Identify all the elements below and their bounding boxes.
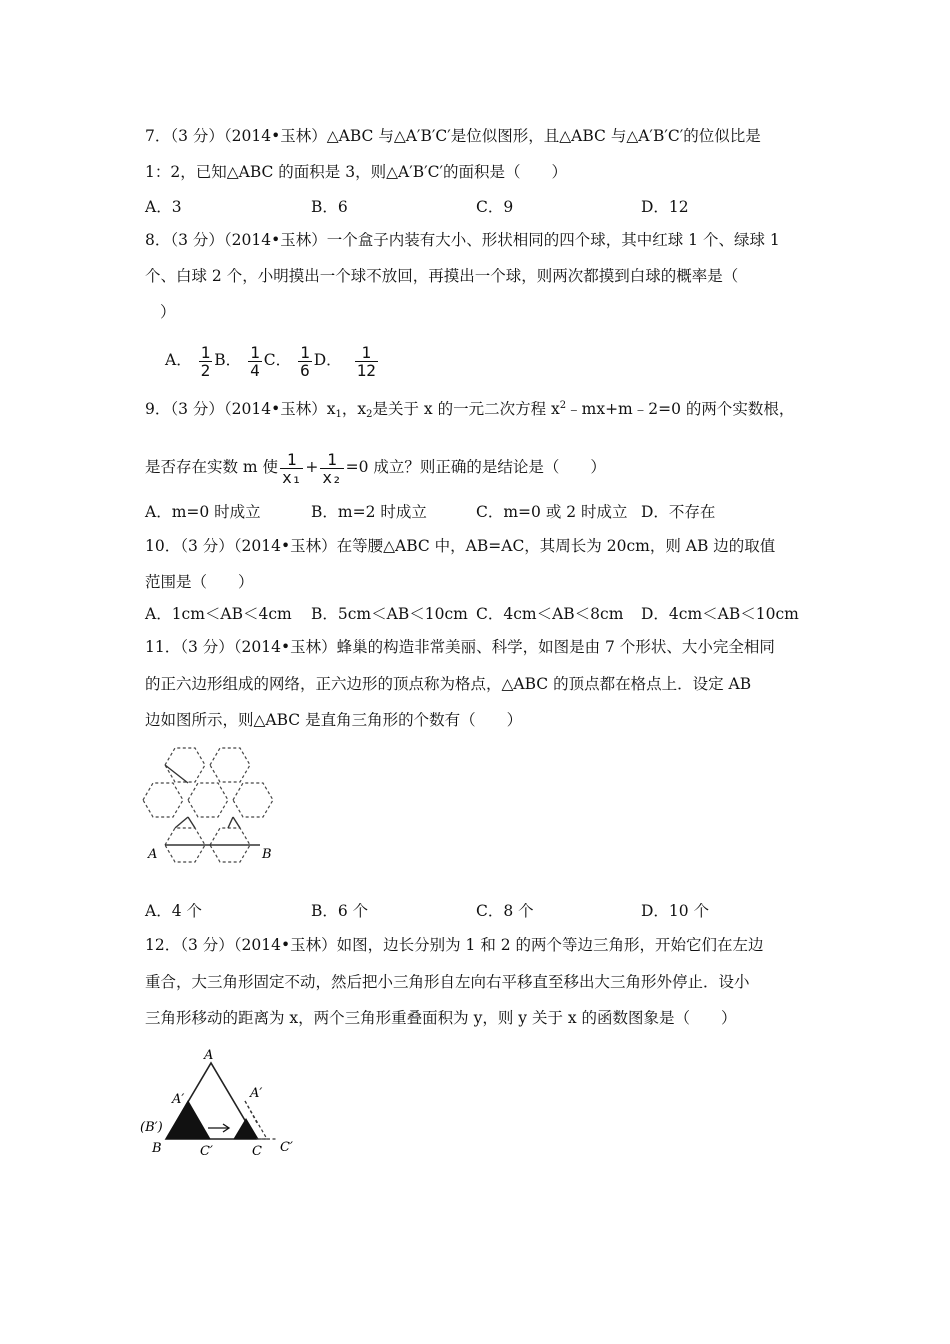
q8-fraction-c-den: 6 <box>300 360 310 380</box>
q8-line1: 8．（3 分）（2014•玉林）一个盒子内装有大小、形状相同的四个球，其中红球 1 个、绿球 1 <box>145 231 780 249</box>
hexagon-mid-left <box>143 783 183 817</box>
label-b: B <box>152 1141 162 1156</box>
label-a-top: A <box>204 1048 214 1063</box>
q9-sub1: 1 <box>335 409 342 420</box>
q8-fraction-a-den: 2 <box>200 360 211 380</box>
q11-option-d: D．10 个 <box>641 902 710 920</box>
q10-option-b: B．5cm＜AB＜10cm <box>311 605 468 623</box>
label-c: C <box>252 1144 262 1159</box>
label-a-prime-left: A′ <box>172 1092 185 1107</box>
q9-line2 <box>145 445 606 489</box>
q8-fraction-a-num: 1 <box>200 342 211 362</box>
q8-fraction-b-den: 4 <box>250 360 260 380</box>
q9-option-a: A．m=0 时成立 <box>145 503 261 521</box>
q8-option-b-label: B． <box>214 351 242 369</box>
q8-fraction-a <box>199 344 213 379</box>
q8-fraction-c-num: 1 <box>300 342 310 362</box>
q11-option-a: A．4 个 <box>145 902 202 920</box>
q11-line2: 的正六边形组成的网络，正六边形的顶点称为格点，△ABC 的顶点都在格点上．设定 AB <box>145 675 752 693</box>
q9-line1-c: 是关于 x 的一元二次方程 x <box>372 400 560 418</box>
q9-line1-d: ﹣mx+m﹣2=0 的两个实数根， <box>566 400 795 418</box>
q9-fraction-1 <box>280 451 303 486</box>
q9-line2-b: =0 成立？则正确的是结论是（ ） <box>345 458 606 476</box>
honeycomb-figure <box>140 745 290 890</box>
q9-plus: + <box>305 458 319 476</box>
q12-line3: 三角形移动的距离为 x，两个三角形重叠面积为 y，则 y 关于 x 的函数图象是（ ） <box>145 1009 737 1027</box>
q9-option-b: B．m=2 时成立 <box>311 503 427 521</box>
hexagon-mid-center <box>188 783 228 817</box>
q9-sup: 2 <box>559 400 567 411</box>
label-a: A <box>148 847 158 862</box>
q8-fraction-d-den: 12 <box>356 360 376 380</box>
q9-option-c: C．m=0 或 2 时成立 <box>476 503 628 521</box>
q8-fraction-b-num: 1 <box>250 342 260 362</box>
label-b-prime: (B′) <box>140 1120 163 1135</box>
label-a-prime-right: A′ <box>250 1086 263 1101</box>
q7-line2: 1：2，已知△ABC 的面积是 3，则△A′B′C′的面积是（ ） <box>145 163 568 181</box>
q11-line3: 边如图所示，则△ABC 是直角三角形的个数有（ ） <box>145 711 523 729</box>
q7-option-a: A．3 <box>145 198 182 216</box>
q9-line1-b: ，x <box>341 400 367 418</box>
hexagon-mid-right <box>233 783 273 817</box>
q11-option-b: B．6 个 <box>311 902 369 920</box>
hex-edge-solid-4 <box>228 817 233 828</box>
label-b: B <box>262 847 272 862</box>
q10-option-c: C．4cm＜AB＜8cm <box>476 605 624 623</box>
triangles-figure <box>140 1045 310 1160</box>
q8-fraction-b <box>248 344 262 379</box>
q7-option-c: C．9 <box>476 198 514 216</box>
q9-frac1-num: 1 <box>280 451 303 469</box>
hex-edge-solid-3 <box>188 817 195 828</box>
hex-edge-solid-5 <box>233 817 240 828</box>
q10-line1: 10．（3 分）（2014•玉林）在等腰△ABC 中，AB=AC，其周长为 20cm，则 AB 边的取值 <box>145 537 776 555</box>
q9-option-d: D．不存在 <box>641 503 716 521</box>
q9-line1-a: 9．（3 分）（2014•玉林）x <box>145 400 336 418</box>
q12-line1: 12．（3 分）（2014•玉林）如图，边长分别为 1 和 2 的两个等边三角形，开始它们在左边 <box>145 936 764 954</box>
q8-line2: 个、白球 2 个，小明摸出一个球不放回，再摸出一个球，则两次都摸到白球的概率是（ <box>145 267 739 285</box>
hex-edge-solid-2 <box>175 817 188 828</box>
label-c-prime-right: C′ <box>280 1140 293 1155</box>
q10-option-d: D．4cm＜AB＜10cm <box>641 605 799 623</box>
q9-line1 <box>145 396 794 425</box>
q9-frac2-num: 1 <box>320 451 343 469</box>
label-c-prime-left: C′ <box>200 1144 213 1159</box>
q8-options <box>165 340 380 380</box>
q9-line2-a: 是否存在实数 m 使 <box>145 458 279 476</box>
q8-fraction-d <box>355 344 378 379</box>
hexagon-top-left <box>165 748 205 782</box>
q11-option-c: C．8 个 <box>476 902 534 920</box>
q9-frac2-den: x₂ <box>322 467 342 487</box>
q10-option-a: A．1cm＜AB＜4cm <box>145 605 292 623</box>
q7-option-b: B．6 <box>311 198 348 216</box>
q8-fraction-c <box>298 344 312 379</box>
hexagon-top-right <box>210 748 250 782</box>
q9-sub2: 2 <box>366 409 373 420</box>
q7-line1: 7．（3 分）（2014•玉林）△ABC 与△A′B′C′是位似图形，且△ABC 与△A′B′C′的位似比是 <box>145 127 761 145</box>
q12-line2: 重合，大三角形固定不动，然后把小三角形自左向右平移直至移出大三角形外停止．设小 <box>145 973 750 991</box>
q9-fraction-2 <box>320 451 343 486</box>
q10-line2: 范围是（ ） <box>145 573 254 591</box>
q8-line3: ） <box>160 303 176 321</box>
q7-option-d: D．12 <box>641 198 689 216</box>
q8-fraction-d-num: 1 <box>355 344 378 362</box>
small-triangle-moved <box>234 1119 258 1139</box>
q9-frac1-den: x₁ <box>282 467 302 487</box>
hex-edge-solid-1 <box>165 765 188 783</box>
q8-option-c-label: C． <box>263 351 292 369</box>
q8-option-a-label: A． <box>165 351 192 369</box>
q11-line1: 11．（3 分）（2014•玉林）蜂巢的构造非常美丽、科学，如图是由 7 个形状、大小完全相同 <box>145 638 775 656</box>
q8-option-d-label: D． <box>313 351 342 369</box>
